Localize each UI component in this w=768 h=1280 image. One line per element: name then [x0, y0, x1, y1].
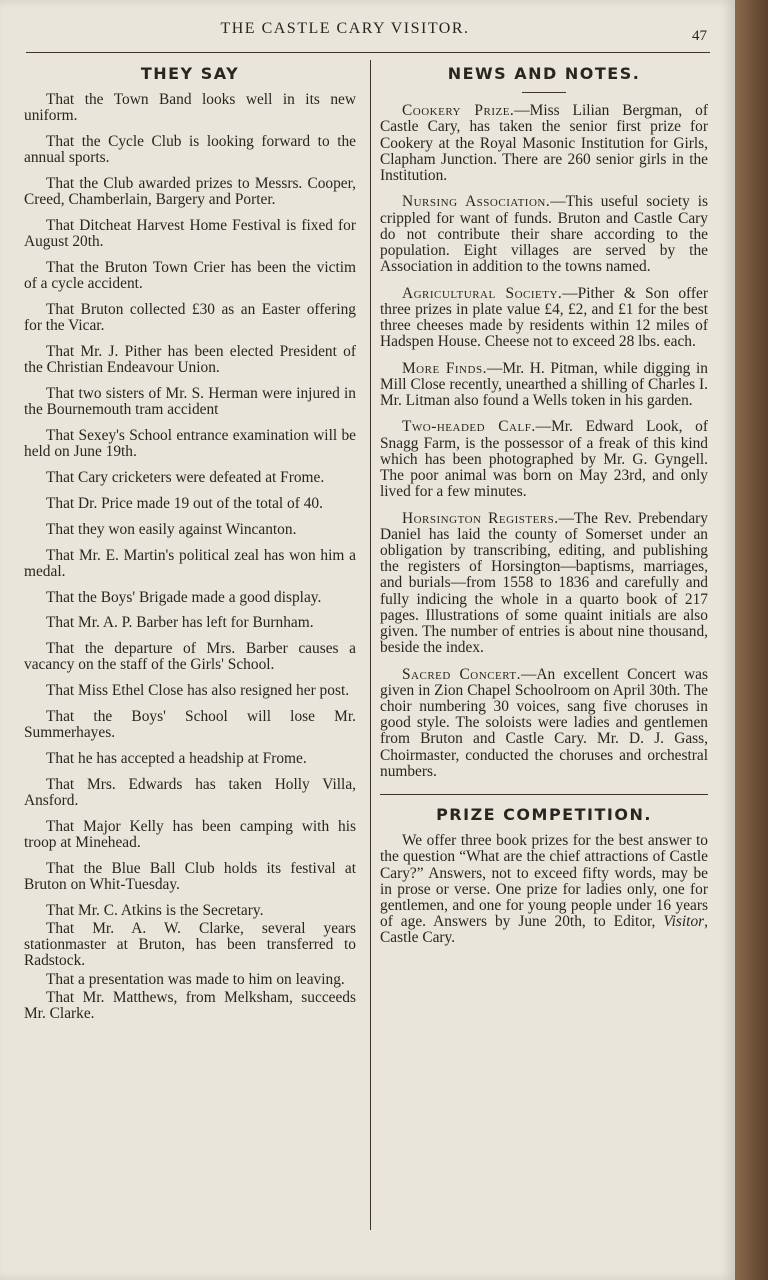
prize-text: [380, 833, 708, 946]
news-item-lead: More Finds.: [402, 359, 487, 377]
they-say-item: That Mrs. Edwards has taken Holly Villa, Ansford.: [24, 775, 356, 809]
they-say-item: That a presentation was made to him on leaving.: [46, 970, 345, 988]
they-say-item: That he has accepted a headship at Frome.: [46, 749, 307, 767]
section-rule: [380, 794, 708, 795]
they-say-item: That Mr. C. Atkins is the Secretary.: [46, 901, 264, 919]
news-item: [380, 194, 708, 275]
page-edge: [735, 0, 768, 1280]
news-item-lead: Horsington Registers.: [402, 509, 559, 527]
news-item-lead: Agricultural Society.: [402, 284, 563, 302]
they-say-item: That the departure of Mrs. Barber causes a vacancy on the staff of the Girls' School.: [24, 640, 356, 674]
prize-title: PRIZE COMPETITION.: [436, 805, 652, 825]
news-item: [380, 103, 708, 184]
they-say-title: THEY SAY: [140, 64, 240, 83]
news-item: [380, 286, 708, 351]
news-item-text: —An excellent Concert was given in Zion Chapel Schoolroom on April 30th. The choir numbering 30 voices, sang five choruses in good style. The soloists were ladies and gentlemen from Bruton and Castle Cary. Mr. D. J. Gass, Choirmaster, conducted the choruses and orchestral numbers.: [380, 665, 708, 780]
news-item-lead: Cookery Prize.: [402, 102, 515, 120]
they-say-item: That the Blue Ball Club holds its festival at Bruton on Whit-Tuesday.: [24, 859, 356, 893]
they-say-item: That Ditcheat Harvest Home Festival is fixed for August 20th.: [24, 217, 356, 251]
they-say-item: That the Club awarded prizes to Messrs. Cooper, Creed, Chamberlain, Bargery and Porter.: [24, 175, 356, 209]
news-item-text: —Mr. H. Pitman, while digging in Mill Close recently, unearthed a shilling of Charles I. Mr. Litman also found a Wells token in his garden.: [380, 359, 708, 410]
column-divider: [370, 60, 371, 1230]
news-item-text: —Pither & Son offer three prizes in plate value £4, £2, and £1 for the best three cheeses made by residents within 12 miles of Hadspen House. Cheese not to exceed 28 lbs. each.: [380, 284, 708, 351]
they-say-item: That the Bruton Town Crier has been the victim of a cycle accident.: [24, 259, 356, 293]
they-say-item: That Cary cricketers were defeated at Frome.: [46, 469, 325, 487]
they-say-item: That the Boys' School will lose Mr. Summerhayes.: [24, 707, 356, 742]
news-item: [380, 511, 708, 657]
they-say-item: That they won easily against Wincanton.: [46, 520, 297, 538]
header-rule: [26, 52, 710, 53]
they-say-item: That Mr. A. P. Barber has left for Burnham.: [46, 614, 314, 632]
they-say-column: [24, 62, 356, 1024]
they-say-item: That Bruton collected £30 as an Easter offering for the Vicar.: [24, 301, 356, 335]
news-item-text: —The Rev. Prebendary Daniel has laid the county of Somerset under an obligation by transcribing, editing, and publishing the registers of Horsington—baptisms, marriages, and burials—from 1558 to 1836 and carefully and fully indicing the whole in a quarto book of 217 pages. Illustrations of some quaint initials are also given. The number of entries is about nine thousand, beside the index.: [380, 509, 708, 657]
news-title: NEWS AND NOTES.: [447, 64, 641, 83]
they-say-item: That the Boys' Brigade made a good display.: [46, 588, 322, 606]
news-item-text: —Mr. Edward Look, of Snagg Farm, is the possessor of a freak of this kind which has been photographed by Mr. G. Gyngell. The poor animal was born on May 23rd, and only lived for a few minutes.: [380, 418, 708, 501]
prize-text-end: , Castle Cary.: [380, 913, 708, 947]
news-item-lead: Two-headed Calf.: [402, 418, 536, 436]
news-item: [380, 667, 708, 780]
news-item-lead: Sacred Concert.: [402, 665, 521, 683]
they-say-item: That Mr. E. Martin's political zeal has won him a medal.: [24, 546, 356, 580]
page-number: 47: [692, 28, 707, 44]
prize-text-main: We offer three book prizes for the best answer to the question “What are the chief attractions of Castle Cary?” Answers, not to exceed fifty words, may be in prose or verse. One prize for ladies only, one for gentlemen, and one for young people under 16 years of age. Answers by June 20th, to Editor,: [380, 832, 708, 931]
they-say-item: That the Town Band looks well in its new uniform.: [24, 91, 356, 125]
they-say-item: That Mr. Matthews, from Melksham, succeeds Mr. Clarke.: [24, 988, 356, 1022]
news-item-lead: Nursing Association.: [402, 193, 551, 211]
they-say-item: That Major Kelly has been camping with his troop at Minehead.: [24, 817, 356, 851]
news-item-text: —This useful society is crippled for want of funds. Bruton and Castle Cary do not contribute their share according to the population. Eight villages are served by the Association in addition to the towns named.: [380, 193, 708, 276]
news-column: [380, 62, 708, 957]
news-item-text: —Miss Lilian Bergman, of Castle Cary, has taken the senior first prize for Cookery at the Royal Masonic Institution for Girls, Clapham Junction. There are 260 senior girls in the Institution.: [380, 102, 708, 185]
they-say-item: That two sisters of Mr. S. Herman were injured in the Bournemouth tram accident: [24, 385, 356, 419]
they-say-item: That Miss Ethel Close has also resigned her post.: [46, 682, 350, 700]
they-say-item: That Mr. J. Pither has been elected President of the Christian Endeavour Union.: [24, 343, 356, 377]
news-item: [380, 419, 708, 500]
news-title-rule: [522, 92, 566, 93]
they-say-item: That Sexey's School entrance examination will be held on June 19th.: [24, 427, 356, 461]
they-say-item: That the Cycle Club is looking forward to the annual sports.: [24, 133, 356, 167]
they-say-item: That Mr. A. W. Clarke, several years stationmaster at Bruton, has been transferred to Radstock.: [24, 919, 356, 970]
prize-text-visitor: Visitor: [663, 913, 705, 931]
news-item: [380, 361, 708, 410]
running-head: THE CASTLE CARY VISITOR.: [220, 20, 470, 37]
they-say-item: That Dr. Price made 19 out of the total of 40.: [46, 495, 323, 512]
